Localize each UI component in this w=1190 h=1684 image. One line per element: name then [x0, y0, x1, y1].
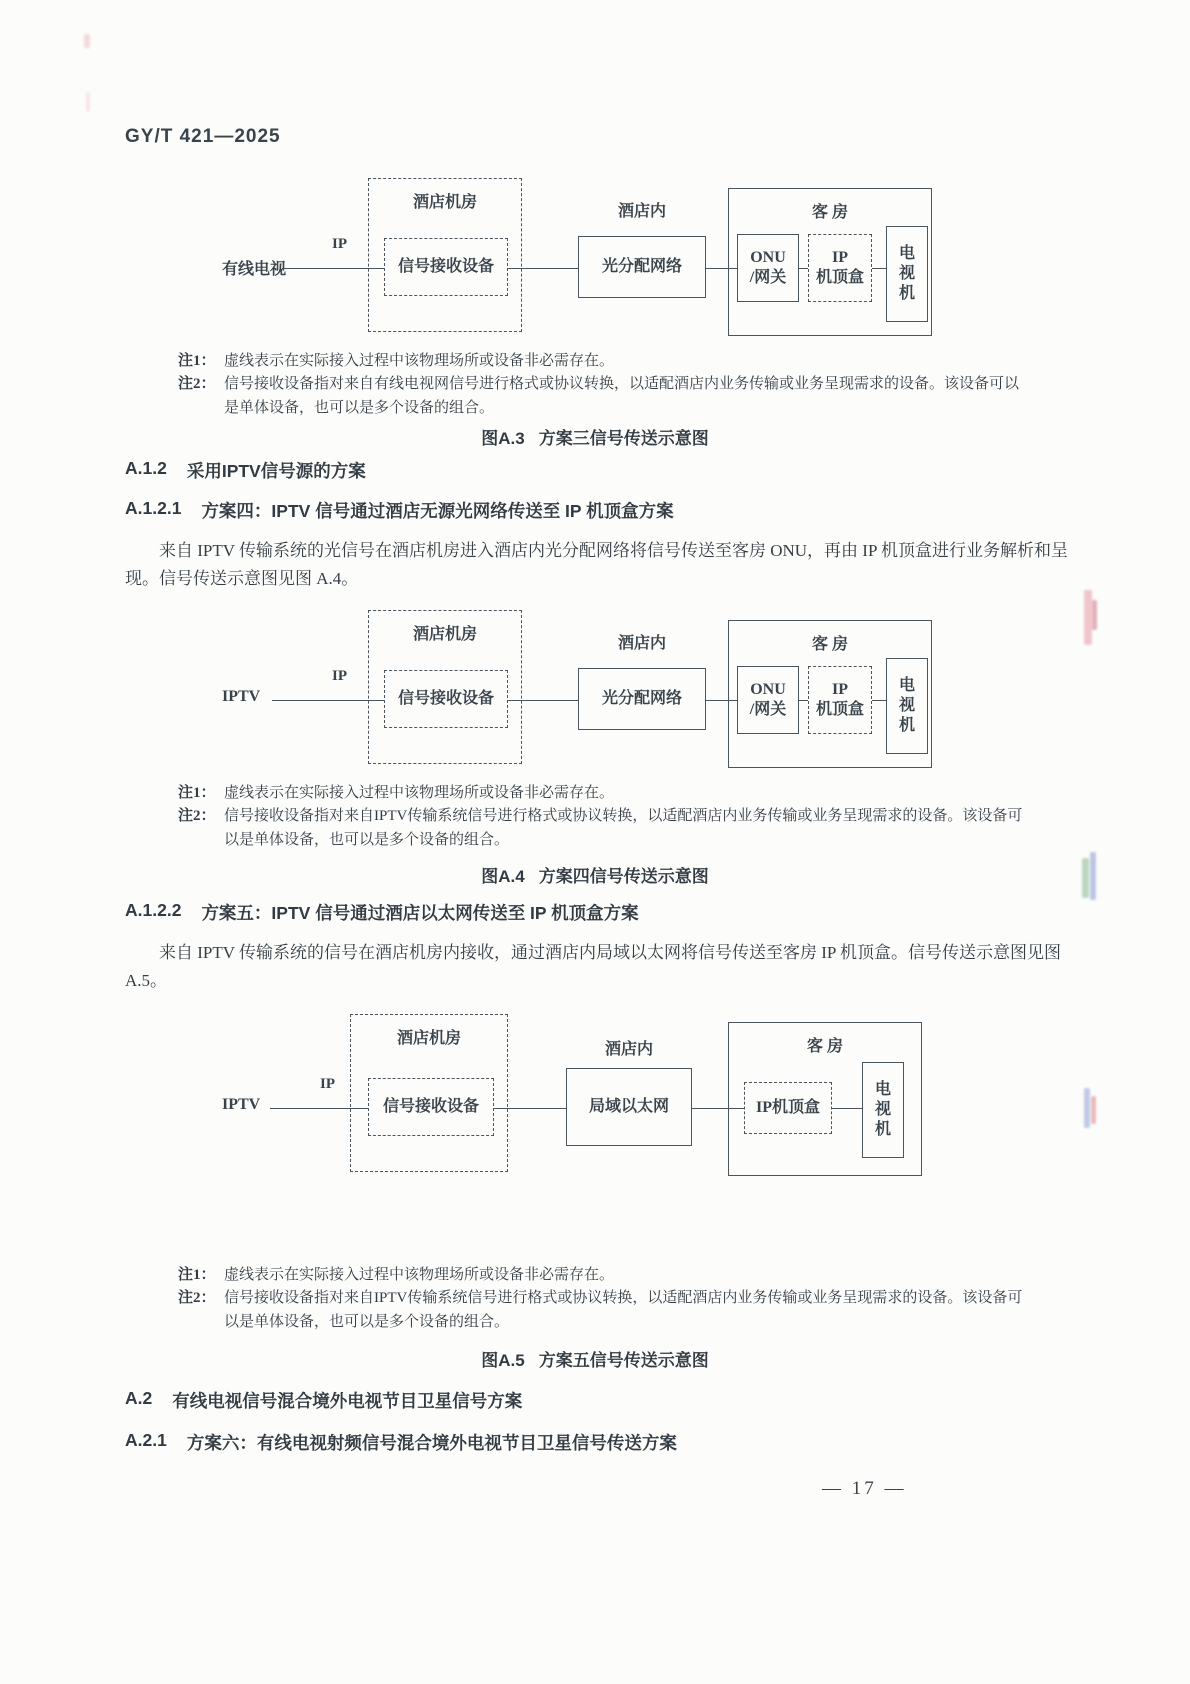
note-2-text: 信号接收设备指对来自IPTV传输系统信号进行格式或协议转换，以适配酒店内业务传输或业务呈现需求的设备。该设备可以是单体设备，也可以是多个设备的组合。 [224, 1290, 1023, 1330]
onu-box: ONU /网关 [737, 234, 799, 302]
heading-a-2-1 [125, 1430, 677, 1455]
note-1-text: 虚线表示在实际接入过程中该物理场所或设备非必需存在。 [224, 1267, 615, 1283]
ip-wire-label: IP [332, 236, 347, 252]
wire [799, 268, 808, 269]
note-2 [178, 373, 1023, 420]
figure-a3-notes [178, 350, 1023, 420]
note-1-text: 虚线表示在实际接入过程中该物理场所或设备非必需存在。 [224, 353, 615, 369]
network-box: 光分配网络 [578, 668, 706, 730]
heading-a-1-2-2 [125, 900, 639, 925]
machine-room-title: 酒店机房 [396, 1030, 461, 1047]
wire [872, 700, 886, 701]
network-box: 局域以太网 [566, 1068, 692, 1146]
wire [508, 700, 578, 701]
heading-title: 方案六：有线电视射频信号混合境外电视节目卫星信号传送方案 [186, 1433, 677, 1453]
room-title: 客 房 [811, 204, 848, 221]
paragraph-a-1-2-1: 来自 IPTV 传输系统的光信号在酒店机房进入酒店内光分配网络将信号传送至客房 ONU，再由 IP 机顶盒进行业务解析和呈现。信号传送示意图见图 A.4。 [125, 541, 1069, 588]
note-1 [178, 350, 1023, 373]
heading-number: A.2 [125, 1388, 153, 1408]
zone-label: 酒店内 [617, 203, 666, 220]
receiver-box: 信号接收设备 [368, 1078, 494, 1136]
source-label: 有线电视 [222, 261, 287, 278]
scan-artifact [1092, 600, 1097, 630]
machine-room-title: 酒店机房 [412, 194, 477, 211]
figure-a4-notes [178, 782, 1028, 852]
ip-wire-label: IP [320, 1076, 335, 1092]
note-1-label: 注1： [178, 1267, 216, 1283]
onu-box: ONU /网关 [737, 666, 799, 734]
note-1-text: 虚线表示在实际接入过程中该物理场所或设备非必需存在。 [224, 785, 615, 801]
tv-box: 电 视 机 [862, 1062, 904, 1158]
scan-artifact [1090, 852, 1096, 900]
figure-a3-caption-title: 方案三信号传送示意图 [538, 429, 709, 448]
tv-box: 电 视 机 [886, 226, 928, 322]
paragraph-a-1-2-2: 来自 IPTV 传输系统的信号在酒店机房内接收，通过酒店内局域以太网将信号传送至客房 IP 机顶盒。信号传送示意图见图 A.5。 [125, 943, 1061, 990]
figure-a4-caption-title: 方案四信号传送示意图 [538, 867, 709, 886]
figure-a5-caption-title: 方案五信号传送示意图 [538, 1351, 709, 1370]
scan-artifact [1082, 858, 1089, 898]
wire [832, 1108, 862, 1109]
heading-a-2 [125, 1388, 522, 1413]
receiver-box: 信号接收设备 [384, 238, 508, 296]
heading-a-1-2-1 [125, 498, 674, 523]
receiver-box: 信号接收设备 [384, 670, 508, 728]
note-2-label: 注2： [178, 808, 216, 825]
figure-a4-diagram [0, 604, 1190, 776]
figure-a3-diagram [0, 172, 1190, 344]
heading-title: 方案四：IPTV 信号通过酒店无源光网络传送至 IP 机顶盒方案 [201, 501, 674, 521]
figure-a4-caption [0, 862, 1190, 887]
note-2-text: 信号接收设备指对来自IPTV传输系统信号进行格式或协议转换，以适配酒店内业务传输或业务呈现需求的设备。该设备可以是单体设备，也可以是多个设备的组合。 [224, 808, 1023, 848]
note-1-label: 注1： [178, 785, 216, 801]
figure-a4-caption-label: 图A.4 [481, 867, 525, 886]
note-1-label: 注1： [178, 353, 216, 369]
figure-a3-caption [0, 424, 1190, 449]
zone-label: 酒店内 [617, 635, 666, 652]
heading-a-1-2 [125, 458, 366, 483]
stb-box: IP 机顶盒 [808, 666, 872, 734]
wire [494, 1108, 566, 1109]
note-2-label: 注2： [178, 1290, 216, 1307]
note-1 [178, 782, 1028, 805]
heading-title: 方案五：IPTV 信号通过酒店以太网传送至 IP 机顶盒方案 [201, 903, 639, 923]
heading-number: A.1.2.2 [125, 900, 182, 920]
scan-artifact [84, 34, 90, 48]
page-header: GY/T 421—2025 [125, 126, 281, 147]
wire [508, 268, 578, 269]
scan-artifact [1091, 1096, 1096, 1124]
heading-title: 采用IPTV信号源的方案 [186, 461, 366, 481]
room-title: 客 房 [811, 636, 848, 653]
note-2 [178, 1287, 1033, 1334]
figure-a3-caption-label: 图A.3 [481, 429, 525, 448]
note-2-text: 信号接收设备指对来自有线电视网信号进行格式或协议转换，以适配酒店内业务传输或业务呈现需求的设备。该设备可以是单体设备，也可以是多个设备的组合。 [224, 376, 1020, 416]
page-number: — 17 — [822, 1478, 907, 1499]
figure-a5-caption [0, 1346, 1190, 1371]
machine-room-title: 酒店机房 [412, 626, 477, 643]
tv-box: 电 视 机 [886, 658, 928, 754]
scan-artifact [86, 92, 90, 112]
scan-artifact [1084, 1088, 1090, 1128]
heading-number: A.2.1 [125, 1430, 167, 1450]
note-2 [178, 805, 1028, 852]
note-1 [178, 1264, 1033, 1287]
source-label: IPTV [222, 1096, 261, 1113]
scan-artifact [1084, 590, 1092, 645]
figure-a5-caption-label: 图A.5 [481, 1351, 525, 1370]
network-box: 光分配网络 [578, 236, 706, 298]
heading-number: A.1.2.1 [125, 498, 182, 518]
stb-box: IP机顶盒 [744, 1082, 832, 1134]
room-title: 客 房 [806, 1038, 843, 1055]
heading-title: 有线电视信号混合境外电视节目卫星信号方案 [172, 1391, 523, 1411]
figure-a5-diagram [0, 1008, 1190, 1188]
wire [799, 700, 808, 701]
wire [872, 268, 886, 269]
stb-box: IP 机顶盒 [808, 234, 872, 302]
source-label: IPTV [222, 688, 261, 705]
figure-a5-notes [178, 1264, 1033, 1334]
heading-number: A.1.2 [125, 458, 167, 478]
zone-label: 酒店内 [604, 1041, 653, 1058]
ip-wire-label: IP [332, 668, 347, 684]
note-2-label: 注2： [178, 376, 216, 393]
